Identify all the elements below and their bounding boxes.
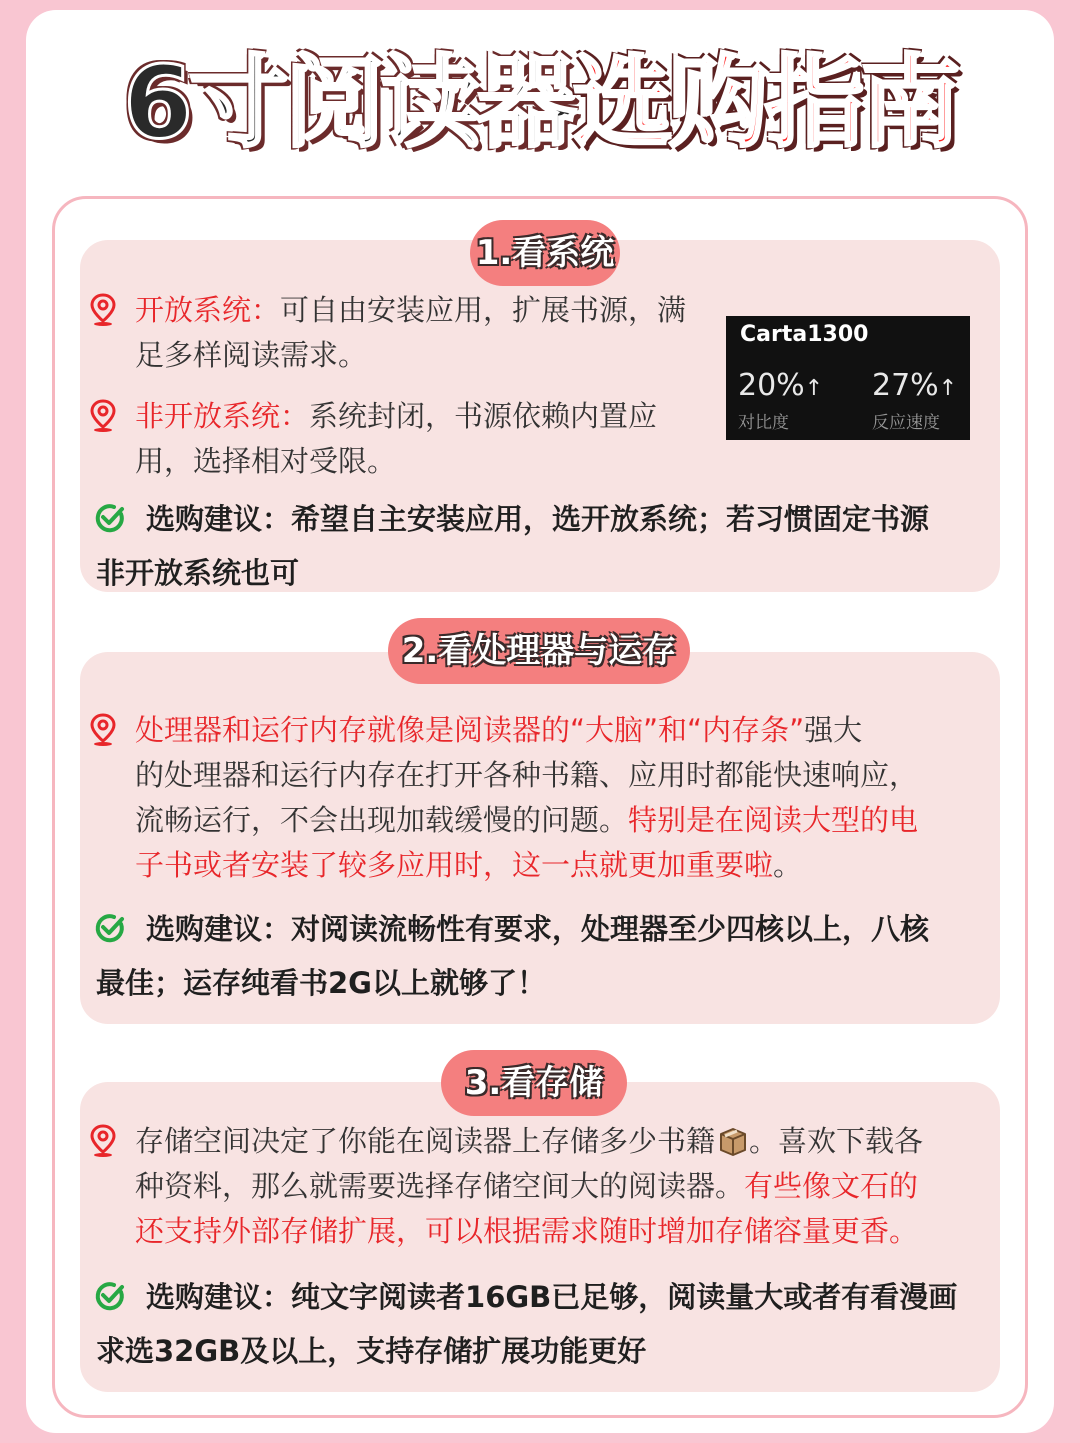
storage-line3-red: 还支持外部存储扩展，可以根据需求随时增加存储容量更香。 — [135, 1214, 919, 1248]
page-title — [0, 38, 1080, 168]
arrow-up-icon: ↑ — [938, 376, 958, 401]
closed-system-text-line2: 用，选择相对受限。 — [135, 444, 397, 478]
suggestion-text-line1: 希望自主安装应用，选开放系统；若习惯固定书源 — [291, 502, 930, 536]
suggestion-text-line2: 求选32GB及以上，支持存储扩展功能更好 — [96, 1334, 647, 1368]
suggestion-label: 选购建议： — [146, 1280, 292, 1314]
package-box-icon — [717, 1126, 749, 1156]
location-pin-icon — [90, 293, 116, 327]
suggestion-system — [96, 492, 976, 600]
processor-line3-red: 特别是在阅读大型的电 — [628, 803, 919, 837]
suggestion-storage — [96, 1270, 986, 1378]
title-part-2: 选购指南 — [572, 44, 957, 161]
processor-line1-black: 强大 — [804, 713, 863, 747]
open-system-label: 开放系统： — [135, 293, 281, 327]
open-system-item — [135, 288, 725, 378]
suggestion-processor — [96, 902, 976, 1010]
contrast-label: 对比度 — [738, 413, 789, 433]
speed-value: 27% — [872, 368, 939, 403]
device-name: Carta1300 — [740, 322, 869, 347]
contrast-stat — [738, 368, 823, 403]
closed-system-text-line1: 系统封闭，书源依赖内置应 — [309, 399, 658, 433]
suggestion-text-line1: 纯文字阅读者16GB已足够，阅读量大或者有看漫画 — [291, 1280, 958, 1314]
closed-system-label: 非开放系统： — [135, 399, 310, 433]
location-pin-icon — [90, 399, 116, 433]
suggestion-text-line1: 对阅读流畅性有要求，处理器至少四核以上，八核 — [291, 912, 930, 946]
processor-line4-black: 。 — [773, 848, 803, 882]
speed-stat — [872, 368, 957, 403]
location-pin-icon — [90, 1124, 116, 1158]
storage-line1-b: 。喜欢下载各 — [749, 1124, 924, 1158]
storage-line2-black: 种资料，那么就需要选择存储空间大的阅读器。 — [135, 1169, 745, 1203]
storage-description — [135, 1119, 980, 1254]
processor-line4-red: 子书或者安装了较多应用时，这一点就更加重要啦 — [135, 848, 774, 882]
suggestion-label: 选购建议： — [146, 502, 292, 536]
suggestion-text-line2: 最佳；运存纯看书2G以上就够了！ — [96, 966, 546, 1000]
section-heading-storage: 3.看存储 — [441, 1050, 627, 1116]
suggestion-text-line2: 非开放系统也可 — [96, 556, 300, 590]
section-heading-system: 1.看系统 — [470, 220, 620, 286]
processor-description — [135, 708, 980, 888]
speed-label: 反应速度 — [872, 413, 940, 433]
processor-line1-red: 处理器和运行内存就像是阅读器的“大脑”和“内存条” — [135, 713, 805, 747]
arrow-up-icon: ↑ — [804, 376, 824, 401]
device-image-carta1300 — [726, 316, 970, 440]
location-pin-icon — [90, 713, 116, 747]
storage-line1-a: 存储空间决定了你能在阅读器上存储多少书籍 — [135, 1124, 716, 1158]
storage-line2-red: 有些像文石的 — [744, 1169, 919, 1203]
closed-system-item — [135, 394, 725, 484]
open-system-text-line2: 足多样阅读需求。 — [135, 338, 368, 372]
processor-line2: 的处理器和运行内存在打开各种书籍、应用时都能快速响应， — [135, 758, 919, 792]
title-part-1: 6寸阅读器 — [123, 44, 573, 161]
suggestion-label: 选购建议： — [146, 912, 292, 946]
processor-line3-black: 流畅运行，不会出现加载缓慢的问题。 — [135, 803, 629, 837]
contrast-value: 20% — [738, 368, 805, 403]
section-heading-processor: 2.看处理器与运存 — [388, 618, 690, 684]
open-system-text-line1: 可自由安装应用，扩展书源，满 — [280, 293, 687, 327]
